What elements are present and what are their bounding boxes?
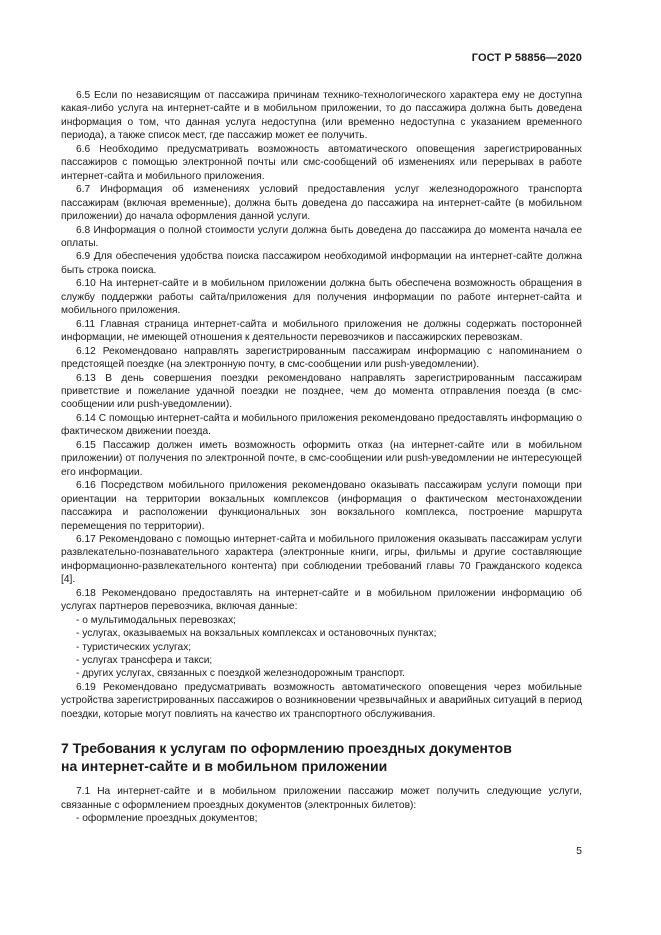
paragraph-6-18: 6.18 Рекомендовано предоставлять на интернет-сайте и в мобильном приложении информацию об услугах партнеров перевозчика, включая данные: bbox=[61, 587, 582, 613]
paragraph-6-19: 6.19 Рекомендовано предусматривать возможность автоматического оповещения через мобильные устройства зарегистрированных пассажиров о возникновении чрезвычайных и аварийных ситуаций в период поездки, которые могут повлиять на качество их транспортного обслуживания. bbox=[61, 681, 582, 720]
paragraph-6-9: 6.9 Для обеспечения удобства поиска пассажиром необходимой информации на интернет-сайте должна быть строка поиска. bbox=[61, 251, 582, 276]
paragraph-7-1: 7.1 На интернет-сайте и в мобильном приложении пассажир может получить следующие услуги, связанные с оформлением проездных документов (электронных билетов): bbox=[61, 786, 582, 811]
document-body bbox=[61, 89, 582, 826]
paragraph-6-17: 6.17 Рекомендовано с помощью интернет-сайта и мобильного приложения оказывать пассажирам услуги развлекательно-познавательного характера (электронные книги, игры, фильмы и другие составляющие информационно-развлекательного контента) при соблюдении требований главы 70 Гражданского кодекса [4]. bbox=[61, 533, 582, 586]
list-item: - туристических услугах; bbox=[76, 641, 192, 653]
paragraph-6-12: 6.12 Рекомендовано направлять зарегистрированным пассажирам информацию с напоминанием о предстоящей поездке (на электронную почту, в смс-сообщении или push-уведомлении). bbox=[61, 345, 582, 371]
paragraph-6-16: 6.16 Посредством мобильного приложения рекомендовано оказывать пассажирам услуги помощи при ориентации на территории вокзальных комплексов (информация о фактическом местонахождении пассажира и расположении функциональных зон вокзального комплекса, построение маршрута перемещения по территории). bbox=[61, 480, 582, 532]
paragraph-6-7: 6.7 Информация об изменениях условий предоставления услуг железнодорожного транспорта пассажирам (включая временные), должна быть доведена до пассажира на интернет-сайте (в мобильном приложении) до начала оформления данной услуги. bbox=[61, 184, 582, 223]
section-7-title-line-2: на интернет-сайте и в мобильном приложении bbox=[61, 757, 388, 774]
list-item: - других услугах, связанных с поездкой железнодорожным транспорт. bbox=[76, 668, 406, 680]
section-7-title-line-1: 7 Требования к услугам по оформлению проездных документов bbox=[61, 740, 512, 757]
paragraph-6-11: 6.11 Главная страница интернет-сайта и мобильного приложения не должны содержать посторонней информации, не имеющей отношения к деятельности перевозчиков и пассажирских перевозкам. bbox=[61, 318, 582, 344]
document-code: ГОСТ Р 58856—2020 bbox=[471, 52, 582, 64]
list-item: - о мультимодальных перевозках; bbox=[76, 614, 237, 626]
paragraph-6-14: 6.14 С помощью интернет-сайта и мобильного приложения рекомендовано предоставлять информацию о фактическом движении поезда. bbox=[61, 412, 582, 438]
paragraph-6-15: 6.15 Пассажир должен иметь возможность оформить отказ (на интернет-сайте или в мобильном приложении) от получения по электронной почте, в смс-сообщении или push-уведомлении не интересующей его информации. bbox=[61, 439, 582, 478]
page-number: 5 bbox=[576, 845, 582, 857]
list-item: - услугах трансфера и такси; bbox=[76, 655, 213, 667]
paragraph-6-10: 6.10 На интернет-сайте и в мобильном приложении должна быть обеспечена возможность обращения в службу поддержки работы сайта/приложения для получения информации по работе интернет-сайта и мобильного приложения. bbox=[61, 278, 582, 317]
paragraph-6-5: 6.5 Если по независящим от пассажира причинам технико-технологического характера ему не доступна какая-либо услуга на интернет-сайте и в мобильном приложении, то до пассажира должна быть доведена информация о том, что данная услуга недоступна (или временно недоступна с указанием временного периода), а также список мест, где пассажир может ее получить. bbox=[61, 90, 582, 142]
paragraph-6-6: 6.6 Необходимо предусматривать возможность автоматического оповещения зарегистрированных пассажиров с помощью электронной почты или смс-сообщений об изменениях или перерывах в работе интернет-сайта и мобильного приложения. bbox=[61, 143, 582, 182]
list-item: - оформление проездных документов; bbox=[76, 813, 258, 825]
section-7-title bbox=[61, 740, 582, 775]
paragraph-6-8: 6.8 Информация о полной стоимости услуги должна быть доведена до пассажира до момента начала ее оплаты. bbox=[61, 224, 582, 249]
paragraph-6-13: 6.13 В день совершения поездки рекомендовано направлять зарегистрированным пассажирам приветствие и пожелание удачной поездки не позднее, чем до момента отправления поезда (в смс-сообщении или push-уведомлении). bbox=[61, 372, 582, 411]
list-item: - услугах, оказываемых на вокзальных комплексах и остановочных пунктах; bbox=[76, 628, 437, 640]
